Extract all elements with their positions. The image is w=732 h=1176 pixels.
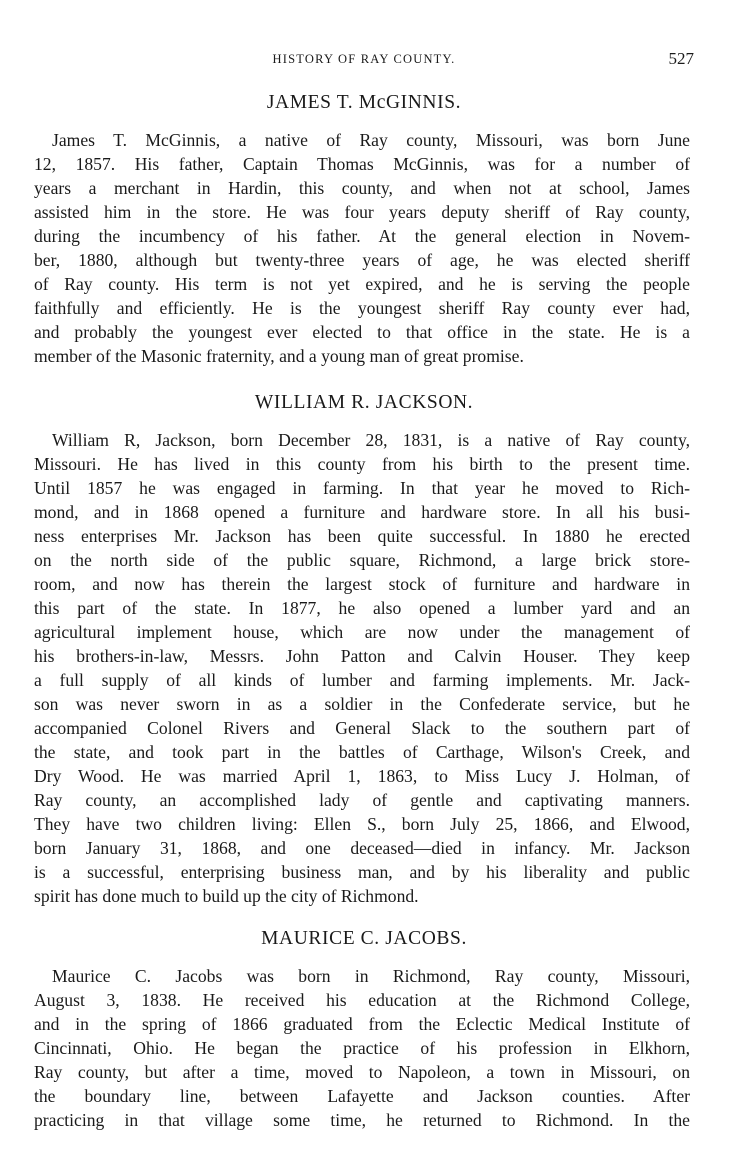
- text-line: born January 31, 1868, and one deceased—died in infancy. Mr. Jackson: [34, 838, 690, 858]
- text-line: and probably the youngest ever elected to that office in the state. He is a: [34, 322, 690, 342]
- text-line: Ray county, but after a time, moved to Napoleon, a town in Missouri, on: [34, 1062, 690, 1082]
- text-line: and in the spring of 1866 graduated from the Eclectic Medical Institute of: [34, 1014, 690, 1034]
- running-title: HISTORY OF RAY COUNTY.: [272, 52, 456, 66]
- text-line: 12, 1857. His father, Captain Thomas McGinnis, was for a number of: [34, 154, 690, 174]
- text-line: years a merchant in Hardin, this county, and when not at school, James: [34, 178, 690, 198]
- text-line: room, and now has therein the largest stock of furniture and hardware in: [34, 574, 690, 594]
- text-line: mond, and in 1868 opened a furniture and hardware store. In all his busi-: [34, 502, 690, 522]
- section-heading-mcginnis: JAMES T. McGINNIS.: [266, 92, 462, 113]
- text-line: ness enterprises Mr. Jackson has been quite successful. In 1880 he erected: [34, 526, 690, 546]
- text-line: practicing in that village some time, he returned to Richmond. In the: [34, 1110, 690, 1130]
- text-line: is a successful, enterprising business man, and by his liberality and public: [34, 862, 690, 882]
- section-heading-jacobs: MAURICE C. JACOBS.: [261, 928, 467, 949]
- paragraph-mcginnis: [34, 128, 690, 368]
- text-line: accompanied Colonel Rivers and General Slack to the southern part of: [34, 718, 690, 738]
- text-line: Dry Wood. He was married April 1, 1863, to Miss Lucy J. Holman, of: [34, 766, 690, 786]
- text-line: member of the Masonic fraternity, and a young man of great promise.: [34, 346, 524, 366]
- text-line: James T. McGinnis, a native of Ray county, Missouri, was born June: [52, 130, 690, 150]
- text-line: Missouri. He has lived in this county from his birth to the present time.: [34, 454, 690, 474]
- text-line: his brothers-in-law, Messrs. John Patton and Calvin Houser. They keep: [34, 646, 690, 666]
- text-line: spirit has done much to build up the city of Richmond.: [34, 886, 419, 906]
- text-line: ber, 1880, although but twenty-three years of age, he was elected sheriff: [34, 250, 690, 270]
- page-number: 527: [668, 49, 694, 68]
- text-line: Cincinnati, Ohio. He began the practice of his profession in Elkhorn,: [34, 1038, 690, 1058]
- text-line: the boundary line, between Lafayette and Jackson counties. After: [34, 1086, 690, 1106]
- text-line: a full supply of all kinds of lumber and farming implements. Mr. Jack-: [34, 670, 690, 690]
- paragraph-jacobs: [34, 964, 690, 1132]
- text-line: assisted him in the store. He was four years deputy sheriff of Ray county,: [34, 202, 690, 222]
- text-line: William R, Jackson, born December 28, 1831, is a native of Ray county,: [52, 430, 690, 450]
- text-line: Maurice C. Jacobs was born in Richmond, Ray county, Missouri,: [52, 966, 690, 986]
- text-line: They have two children living: Ellen S., born July 25, 1866, and Elwood,: [34, 814, 690, 834]
- text-line: agricultural implement house, which are now under the management of: [34, 622, 690, 642]
- text-line: Ray county, an accomplished lady of gentle and captivating manners.: [34, 790, 690, 810]
- paragraph-jackson: [34, 428, 690, 908]
- section-heading-jackson: WILLIAM R. JACKSON.: [254, 392, 474, 413]
- text-line: Until 1857 he was engaged in farming. In that year he moved to Rich-: [34, 478, 690, 498]
- text-line: August 3, 1838. He received his education at the Richmond College,: [34, 990, 690, 1010]
- text-line: on the north side of the public square, Richmond, a large brick store-: [34, 550, 690, 570]
- text-line: the state, and took part in the battles of Carthage, Wilson's Creek, and: [34, 742, 690, 762]
- text-line: of Ray county. His term is not yet expired, and he is serving the people: [34, 274, 690, 294]
- text-line: son was never sworn in as a soldier in the Confederate service, but he: [34, 694, 690, 714]
- text-line: faithfully and efficiently. He is the youngest sheriff Ray county ever had,: [34, 298, 690, 318]
- text-line: this part of the state. In 1877, he also opened a lumber yard and an: [34, 598, 690, 618]
- running-head: [34, 49, 694, 70]
- text-line: during the incumbency of his father. At the general election in Novem-: [34, 226, 690, 246]
